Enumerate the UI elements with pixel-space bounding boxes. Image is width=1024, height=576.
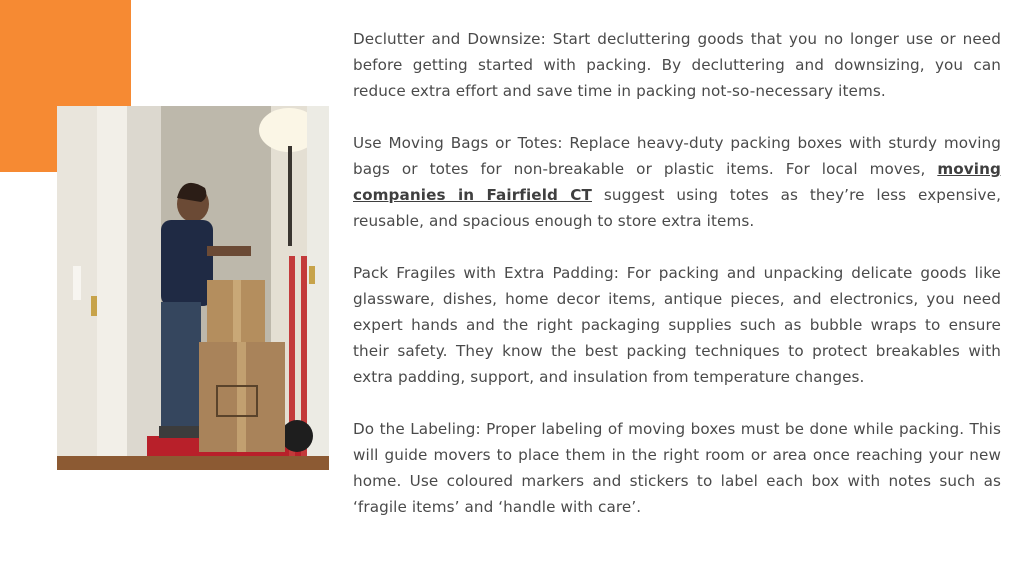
paragraph-labeling-text: Do the Labeling: Proper labeling of moving boxes must be done while packing. This will guide movers to place them in the right room or area once reaching your new home. Use coloured markers and stickers to label each box with notes such as ‘fragile items’ and ‘handle with care’. (353, 420, 1001, 516)
article-text (353, 26, 1001, 546)
paragraph-moving-bags-after: suggest using totes as they’re less expensive, reusable, and spacious enough to store extra items. (353, 186, 1001, 230)
paragraph-declutter-text: Declutter and Downsize: Start decluttering goods that you no longer use or need before getting started with packing. By decluttering and downsizing, you can reduce extra effort and save time in packing not-so-necessary items. (353, 30, 1001, 100)
moving-companies-link[interactable]: moving companies in Fairfield CT (353, 160, 1001, 204)
paragraph-moving-bags-before: Use Moving Bags or Totes: Replace heavy-duty packing boxes with sturdy moving bags or totes for non-breakable or plastic items. For local moves, (353, 134, 1001, 178)
paragraph-fragiles-text: Pack Fragiles with Extra Padding: For packing and unpacking delicate goods like glassware, dishes, home decor items, antique pieces, and electronics, you need expert hands and the right packaging supplies such as bubble wraps to ensure their safety. They know the best packing techniques to protect breakables with extra padding, support, and insulation from temperature changes. (353, 264, 1001, 386)
paragraph-fragiles (353, 260, 1001, 390)
paragraph-moving-bags (353, 130, 1001, 234)
paragraph-declutter (353, 26, 1001, 104)
mover-packing-photo (57, 106, 329, 470)
paragraph-labeling (353, 416, 1001, 520)
